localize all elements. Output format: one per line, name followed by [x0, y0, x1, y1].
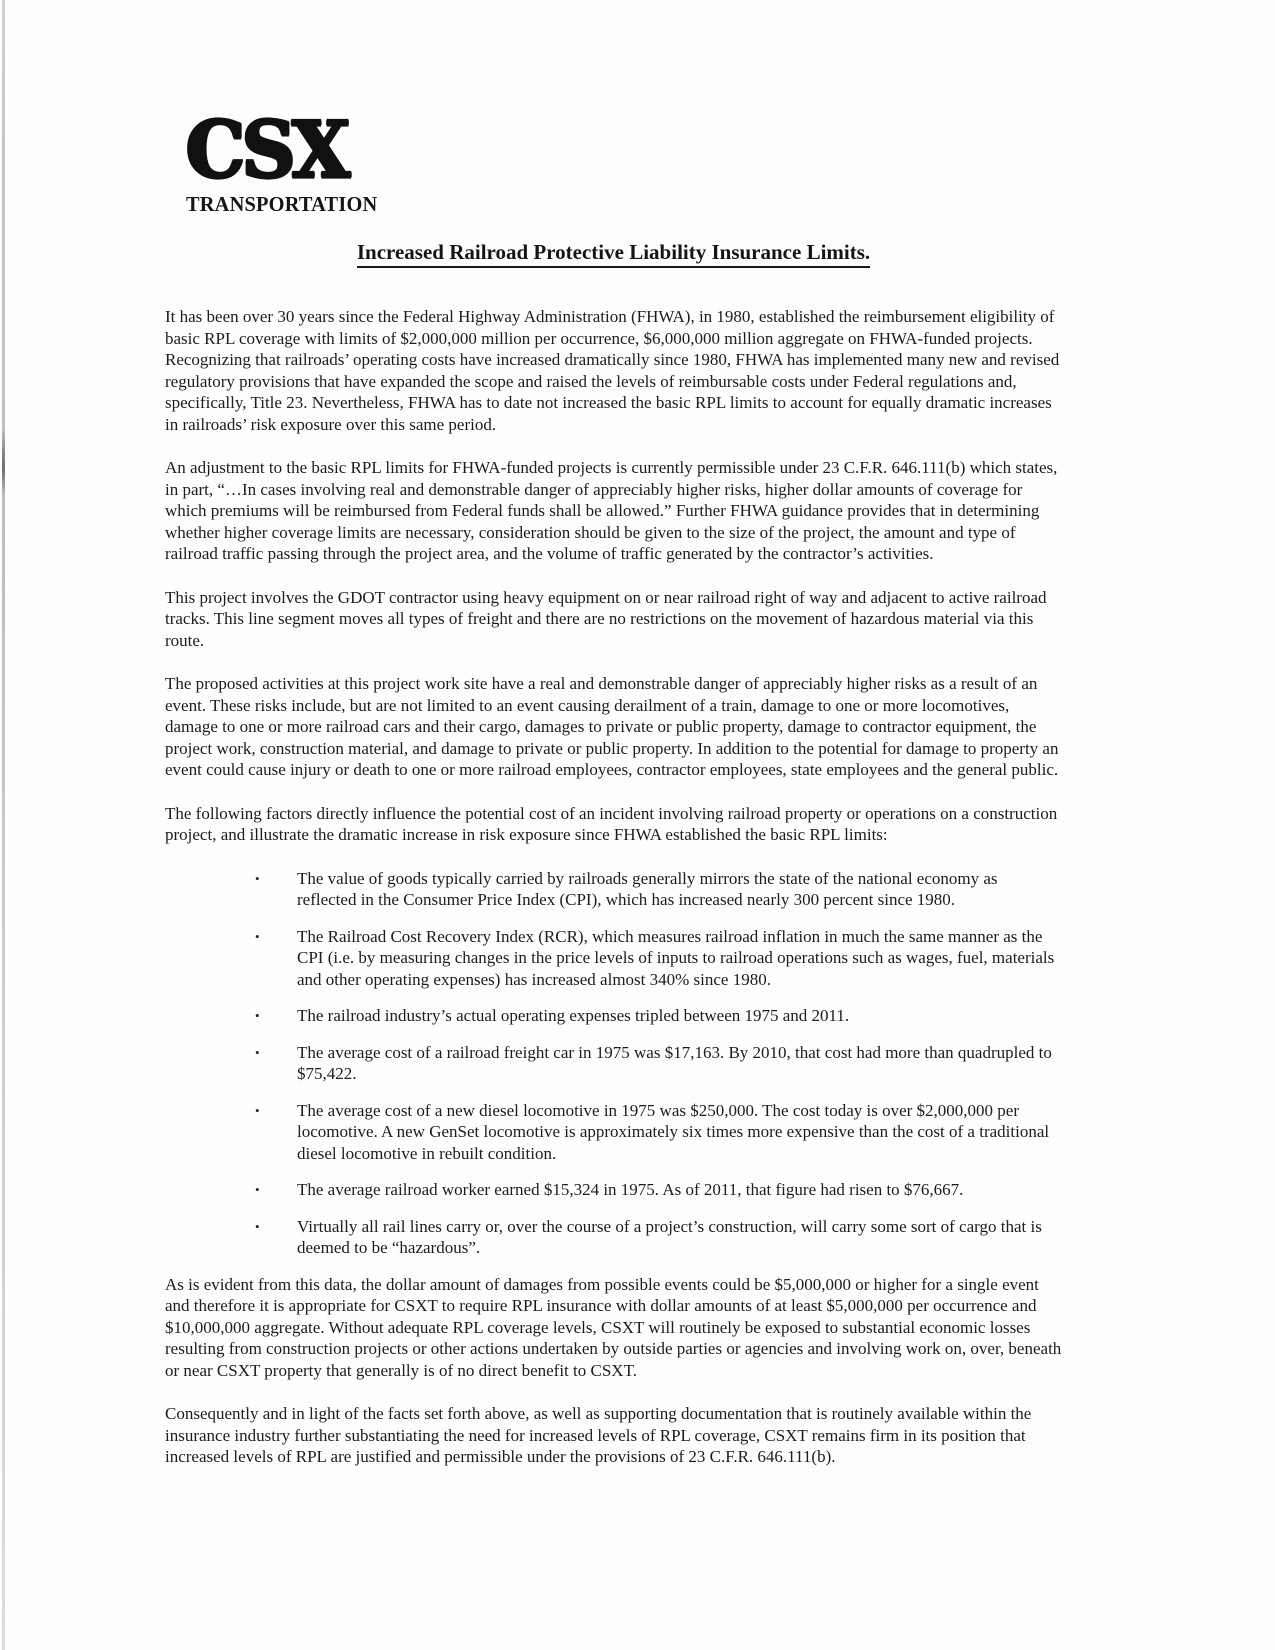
paragraph-gdot-project: This project involves the GDOT contractor using heavy equipment on or near railroad right of way and adjacent to active railroad tracks. This line segment moves all types of freight and there are no restrictions on the movement of hazardous material via this route. — [165, 587, 1047, 650]
document-title — [165, 240, 1062, 268]
csx-logo-subtitle: TRANSPORTATION — [186, 192, 378, 216]
paragraph-factors-intro: The following factors directly influence the potential cost of an incident involving railroad property or operations on a construction project, and illustrate the dramatic increase in risk exposure since FHWA established the basic RPL limits: — [165, 803, 1058, 844]
bullet-text: The average railroad worker earned $15,324 in 1975. As of 2011, that figure had risen to $76,667. — [297, 1180, 964, 1199]
bullet-rcr-index — [165, 926, 1062, 991]
scan-edge-artifact — [2, 0, 5, 1650]
csx-logo-wordmark: CSX — [186, 105, 347, 196]
document-body — [165, 306, 1062, 1490]
bullet-operating-expenses — [165, 1005, 1062, 1027]
paragraph-conclusion-position: Consequently and in light of the facts set forth above, as well as supporting documentation that is routinely available within the insurance industry further substantiating the need for increased levels of RPL coverage, CSXT remains firm in its position that increased levels of RPL are justified and permissible under the provisions of 23 C.F.R. 646.111(b). — [165, 1404, 1032, 1466]
paragraph-proposed-activities-risks: The proposed activities at this project work site have a real and demonstrable danger of appreciably higher risks as a result of an event. These risks include, but are not limited to an event causing derailment of a train, damage to one or more locomotives, damage to one or more railroad cars and their cargo, damages to private or public property, damage to contractor equipment, the project work, construction material, and damage to private or public property. In addition to the potential for damage to property an event could cause injury or death to one or more railroad employees, contractor employees, state employees and the general public. — [165, 674, 1059, 779]
bullet-text: The average cost of a railroad freight car in 1975 was $17,163. By 2010, that cost had more than quadrupled to $75,422. — [297, 1042, 1052, 1083]
risk-factor-bullet-list — [165, 868, 1062, 1259]
bullet-cpi — [165, 868, 1062, 911]
bullet-freight-car-cost — [165, 1042, 1062, 1085]
document-title-text: Increased Railroad Protective Liability Insurance Limits. — [357, 240, 870, 268]
bullet-dot-icon: • — [255, 1218, 260, 1234]
bullet-worker-earnings — [165, 1179, 1062, 1201]
paragraph-fhwa-history: It has been over 30 years since the Federal Highway Administration (FHWA), in 1980, established the reimbursement eligibility of basic RPL coverage with limits of $2,000,000 million per occurrence, $6,000,000 million aggregate on FHWA-funded projects. Recognizing that railroads’ operating costs have increased dramatically since 1980, FHWA has implemented many new and revised regulatory provisions that have expanded the scope and raised the levels of reimbursable costs under Federal regulations and, specifically, Title 23. Nevertheless, FHWA has to date not increased the basic RPL limits to account for equally dramatic increases in railroads’ risk exposure over this same period. — [165, 307, 1060, 434]
bullet-text: The average cost of a new diesel locomotive in 1975 was $250,000. The cost today is over $2,000,000 per locomotive. A new GenSet locomotive is approximately six times more expensive than the cost of a traditional diesel locomotive in rebuilt condition. — [297, 1100, 1050, 1163]
bullet-dot-icon: • — [255, 1102, 260, 1118]
bullet-text: The railroad industry’s actual operating expenses tripled between 1975 and 2011. — [297, 1006, 850, 1025]
bullet-hazardous-cargo — [165, 1216, 1062, 1259]
csx-transportation-logo — [186, 105, 383, 217]
bullet-dot-icon: • — [255, 1182, 260, 1197]
bullet-text: Virtually all rail lines carry or, over the course of a project’s construction, will carry some sort of cargo that is deemed to be “hazardous”. — [297, 1216, 1042, 1257]
paragraph-conclusion-coverage-amounts: As is evident from this data, the dollar amount of damages from possible events could be $5,000,000 or higher for a single event and therefore it is appropriate for CSXT to require RPL insurance with dollar amounts of at least $5,000,000 per occurrence and $10,000,000 aggregate. Without adequate RPL coverage levels, CSXT will routinely be exposed to substantial economic losses resulting from construction projects or other actions undertaken by outside parties or agencies and involving work on, over, beneath or near CSXT property that generally is of no direct benefit to CSXT. — [165, 1274, 1062, 1380]
bullet-dot-icon: • — [255, 1008, 260, 1023]
paragraph-cfr-adjustment: An adjustment to the basic RPL limits for FHWA-funded projects is currently permissible under 23 C.F.R. 646.111(b) which states, in part, “…In cases involving real and demonstrable danger of appreciably higher risks, higher dollar amounts of coverage for which premiums will be reimbursed from Federal funds shall be allowed.” Further FHWA guidance provides that in determining whether higher coverage limits are necessary, consideration should be given to the size of the project, the amount and type of railroad traffic passing through the project area, and the volume of traffic generated by the contractor’s activities. — [165, 458, 1058, 563]
bullet-dot-icon: • — [255, 928, 260, 944]
bullet-text: The value of goods typically carried by railroads generally mirrors the state of the national economy as reflected in the Consumer Price Index (CPI), which has increased nearly 300 percent since 1980. — [297, 868, 998, 909]
bullet-locomotive-cost — [165, 1100, 1062, 1165]
bullet-dot-icon: • — [255, 870, 260, 886]
bullet-dot-icon: • — [255, 1044, 260, 1060]
bullet-text: The Railroad Cost Recovery Index (RCR), which measures railroad inflation in much the same manner as the CPI (i.e. by measuring changes in the price levels of inputs to railroad operations such as wages, fuel, materials and other operating expenses) has increased almost 340% since 1980. — [297, 926, 1055, 989]
